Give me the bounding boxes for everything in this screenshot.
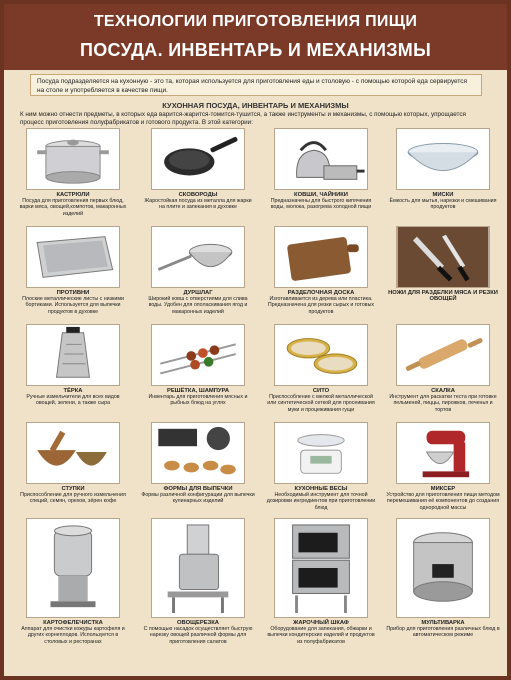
item-desc: Приспособление с мелкой металлической или синтетической сеткой для просеивания муки и процеживания гущи bbox=[267, 394, 375, 413]
item-card-sieve bbox=[267, 324, 375, 416]
item-card-skewers bbox=[148, 324, 248, 416]
item-name: МИКСЕР bbox=[430, 486, 456, 492]
rolling-pin-icon bbox=[396, 324, 490, 386]
item-name: КОВШИ, ЧАЙНИКИ bbox=[294, 192, 348, 198]
item-card-knives bbox=[388, 226, 498, 318]
item-desc: Устройство для приготовления пищи методом перемешивания её компонентов до создания однородной массы bbox=[386, 492, 500, 511]
item-desc: Ручные измельчители для всех видов овощей, зелени, а также сыра bbox=[26, 394, 120, 407]
oven-cabinet-icon bbox=[274, 518, 368, 618]
item-card-rolling-pin bbox=[389, 324, 497, 416]
item-card-frying-pan bbox=[144, 128, 252, 220]
item-desc: Аппарат для очистки кожуры картофеля и других корнеплодов. Используется в столовых и ресторанах bbox=[21, 626, 125, 645]
item-name: ОВОЩЕРЕЗКА bbox=[177, 620, 219, 626]
mixer-icon bbox=[396, 422, 490, 484]
item-card-pot bbox=[19, 128, 127, 220]
item-card-oven-cabinet bbox=[267, 518, 375, 645]
item-name: ДУРШЛАГ bbox=[183, 290, 213, 296]
baking-tray-icon bbox=[26, 226, 120, 288]
item-name: СКАЛКА bbox=[431, 388, 455, 394]
bowl-icon bbox=[396, 128, 490, 190]
item-card-cutting-board bbox=[267, 226, 375, 318]
item-card-baking-forms bbox=[141, 422, 255, 514]
item-desc: Посуда для приготовления первых блюд, варки мяса, овощей,компотов, макаронных изделий bbox=[19, 198, 127, 217]
item-name: МИСКИ bbox=[432, 192, 454, 198]
vegetable-cutter-icon bbox=[151, 518, 245, 618]
cutting-board-icon bbox=[274, 226, 368, 288]
sieve-icon bbox=[274, 324, 368, 386]
main-title: ТЕХНОЛОГИИ ПРИГОТОВЛЕНИЯ ПИЩИ bbox=[93, 13, 418, 30]
item-card-baking-tray bbox=[22, 226, 124, 318]
item-card-grater bbox=[26, 324, 120, 416]
item-desc: Изготавливается из дерева или пластика. Предназначена для резки сырых и готовых продуктов bbox=[267, 296, 375, 315]
frying-pan-icon bbox=[151, 128, 245, 190]
item-name: СИТО bbox=[312, 388, 330, 394]
item-name: РАЗДЕЛОЧНАЯ ДОСКА bbox=[287, 290, 355, 296]
item-desc: Широкий ковш с отверстиями для слива воды. Удобен для ополаскивания ягод и макаронных изделий bbox=[148, 296, 248, 315]
grater-icon bbox=[26, 324, 120, 386]
item-desc: Необходимый инструмент для точной дозировки ингредиентов при приготовлении блюд bbox=[266, 492, 376, 511]
item-desc: Формы различной конфигурации для выпечки кулинарных изделий bbox=[141, 492, 255, 505]
item-card-mixer bbox=[386, 422, 500, 514]
section-title: КУХОННАЯ ПОСУДА, ИНВЕНТАРЬ И МЕХАНИЗМЫ bbox=[162, 101, 349, 110]
item-card-mortar bbox=[20, 422, 126, 514]
knives-icon bbox=[396, 226, 490, 288]
item-name: КУХОННЫЕ ВЕСЫ bbox=[294, 486, 348, 492]
item-desc: Инвентарь для приготовления мясных и рыбных блюд на углях bbox=[148, 394, 248, 407]
multicooker-icon bbox=[396, 518, 490, 618]
item-desc: Инструмент для раскатки теста при готовке пельменей, пиццы, пирожков, печенья и тортов bbox=[389, 394, 497, 413]
mortar-icon bbox=[26, 422, 120, 484]
item-desc: Прибор для приготовления различных блюд в автоматическом режиме bbox=[386, 626, 500, 639]
section-text: К ним можно отнести предметы, в которых еда варится-жарится-томится-тушится, а также инструменты и механизмы, с помощью которых, упрощается процесс приготовления полуфабрикатов и готового продукта. В этой категории: bbox=[20, 111, 466, 126]
pot-icon bbox=[26, 128, 120, 190]
item-card-vegetable-cutter bbox=[143, 518, 253, 645]
item-name: ТЁРКА bbox=[63, 388, 83, 394]
kettle-icon bbox=[274, 128, 368, 190]
item-name: ПРОТИВНИ bbox=[56, 290, 90, 296]
item-name: РЕШЁТКА, ШАМПУРА bbox=[166, 388, 230, 394]
item-desc: Предназначены для быстрого кипячения воды, молока, разогрева холодной пищи bbox=[270, 198, 372, 211]
kitchen-scale-icon bbox=[274, 422, 368, 484]
item-name: СТУПКИ bbox=[61, 486, 85, 492]
item-card-potato-peeler bbox=[21, 518, 125, 645]
item-name: НОЖИ ДЛЯ РАЗДЕЛКИ МЯСА И РЕЗКИ ОВОЩЕЙ bbox=[388, 290, 498, 303]
item-desc: Плоские металлические листы с низкими бортиками. Используется для выпечки продуктов в духовке bbox=[22, 296, 124, 315]
baking-forms-icon bbox=[151, 422, 245, 484]
item-name: МУЛЬТИВАРКА bbox=[421, 620, 465, 626]
header bbox=[4, 4, 507, 70]
skewers-icon bbox=[151, 324, 245, 386]
item-desc: Приспособление для ручного измельчения специй, семян, орехов, зёрен кофе bbox=[20, 492, 126, 505]
item-desc: Ёмкость для мытья, нарезки и смешивания продуктов bbox=[389, 198, 497, 211]
item-name: КАРТОФЕЛЕЧИСТКА bbox=[43, 620, 103, 626]
potato-peeler-icon bbox=[26, 518, 120, 618]
item-card-colander bbox=[148, 226, 248, 318]
item-card-bowl bbox=[389, 128, 497, 220]
item-card-kettle bbox=[270, 128, 372, 220]
item-name: ЖАРОЧНЫЙ ШКАФ bbox=[293, 620, 349, 626]
item-card-kitchen-scale bbox=[266, 422, 376, 514]
item-name: СКОВОРОДЫ bbox=[178, 192, 218, 198]
item-desc: Оборудование для запекания, обжарки и выпечки кондитерских изделий и продуктов из полуфабрикатов bbox=[267, 626, 375, 645]
item-card-multicooker bbox=[386, 518, 500, 639]
item-desc: Жаростойкая посуда из металла для жарки на плите и запекания в духовке bbox=[144, 198, 252, 211]
item-name: ФОРМЫ ДЛЯ ВЫПЕЧКИ bbox=[163, 486, 233, 492]
intro-box: Посуда подразделяется на кухонную - это та, которая используется для приготовления еды и столовую - с помощью которой еда сервируется на столе и употребляется в качестве пищи. bbox=[30, 74, 482, 96]
item-name: КАСТРЮЛИ bbox=[56, 192, 90, 198]
item-desc: С помощью насадок осуществляет быструю нарезку овощей различной формы для приготовления салатов bbox=[143, 626, 253, 645]
subtitle: ПОСУДА. ИНВЕНТАРЬ И МЕХАНИЗМЫ bbox=[79, 40, 432, 60]
colander-icon bbox=[151, 226, 245, 288]
